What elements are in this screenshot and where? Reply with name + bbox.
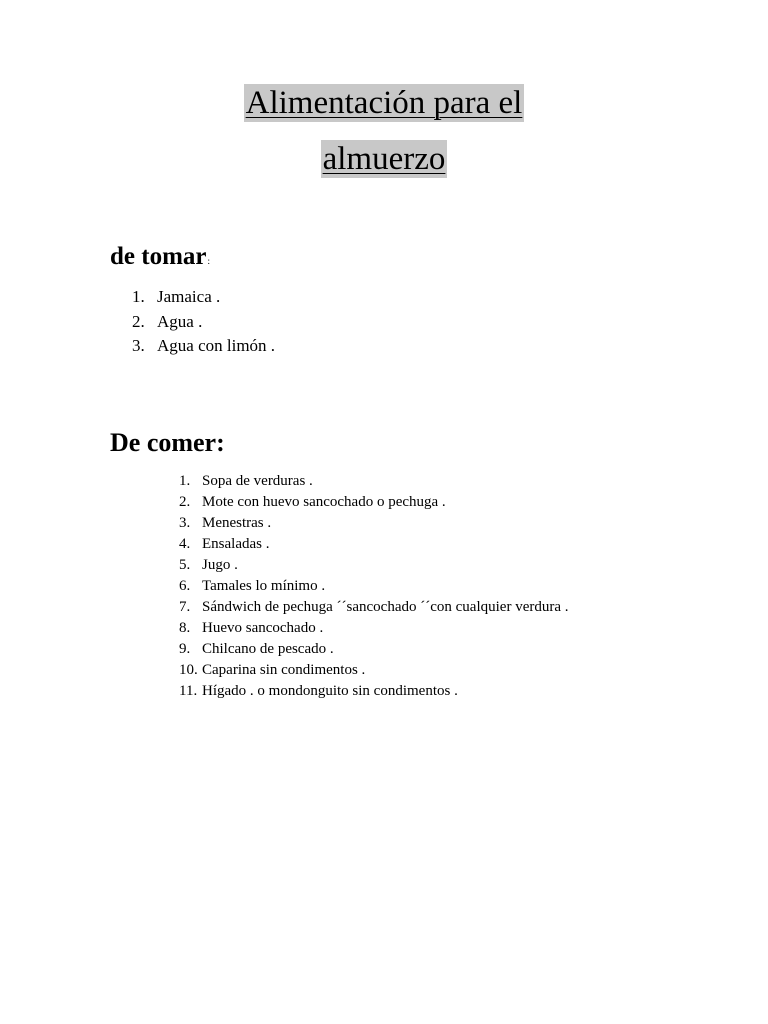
title-line-2: almuerzo [322, 141, 446, 177]
list-item-text: Agua con limón . [157, 336, 276, 355]
list-item-text: Sándwich de pechuga ´´sancochado ´´con cualquier verdura . [202, 599, 569, 615]
list-item-number: 11. [179, 683, 198, 699]
list-item [179, 471, 569, 492]
food-list [179, 471, 569, 702]
drinks-heading-text: de tomar [110, 243, 207, 270]
drinks-list [132, 285, 275, 359]
list-item-text: Agua . [157, 311, 203, 331]
list-item-number: 2. [179, 494, 191, 510]
list-item-text: Menestras . [202, 515, 272, 531]
list-item [132, 310, 275, 335]
list-item-number: 1. [132, 287, 145, 306]
list-item-text: Tamales lo mínimo . [202, 578, 326, 594]
list-item-text: Chilcano de pescado . [202, 641, 334, 657]
list-item-number: 6. [179, 578, 191, 594]
list-item-number: 7. [179, 599, 191, 615]
list-item-number: 3. [132, 336, 145, 355]
list-item-number: 8. [179, 620, 191, 636]
list-item-number: 2. [132, 311, 145, 331]
list-item [179, 660, 569, 681]
list-item-number: 1. [179, 473, 191, 489]
food-heading: De comer: [110, 428, 225, 457]
list-item-text: Jamaica . [157, 287, 221, 306]
list-item [179, 681, 569, 702]
drinks-heading [110, 242, 210, 276]
list-item-text: Hígado . o mondonguito sin condimentos . [202, 683, 458, 699]
list-item-text: Sopa de verduras . [202, 473, 313, 489]
list-item [179, 597, 569, 618]
list-item [179, 492, 569, 513]
list-item [179, 618, 569, 639]
list-item [179, 639, 569, 660]
list-item [179, 534, 569, 555]
list-item-number: 9. [179, 641, 191, 657]
list-item-number: 3. [179, 515, 191, 531]
list-item [179, 576, 569, 597]
list-item-text: Caparina sin condimentos . [202, 662, 366, 678]
list-item-text: Mote con huevo sancochado o pechuga . [202, 494, 446, 510]
list-item-text: Huevo sancochado . [202, 620, 324, 636]
list-item [179, 555, 569, 576]
drinks-heading-colon: : [207, 256, 211, 266]
list-item-text: Ensaladas . [202, 536, 270, 552]
list-item [132, 334, 275, 359]
list-item-number: 4. [179, 536, 191, 552]
list-item-number: 5. [179, 557, 191, 573]
list-item [132, 285, 275, 310]
title-line-1: Alimentación para el [245, 85, 523, 121]
document-title [0, 84, 768, 178]
list-item-text: Jugo . [202, 557, 238, 573]
list-item [179, 513, 569, 534]
list-item-number: 10. [179, 662, 198, 678]
